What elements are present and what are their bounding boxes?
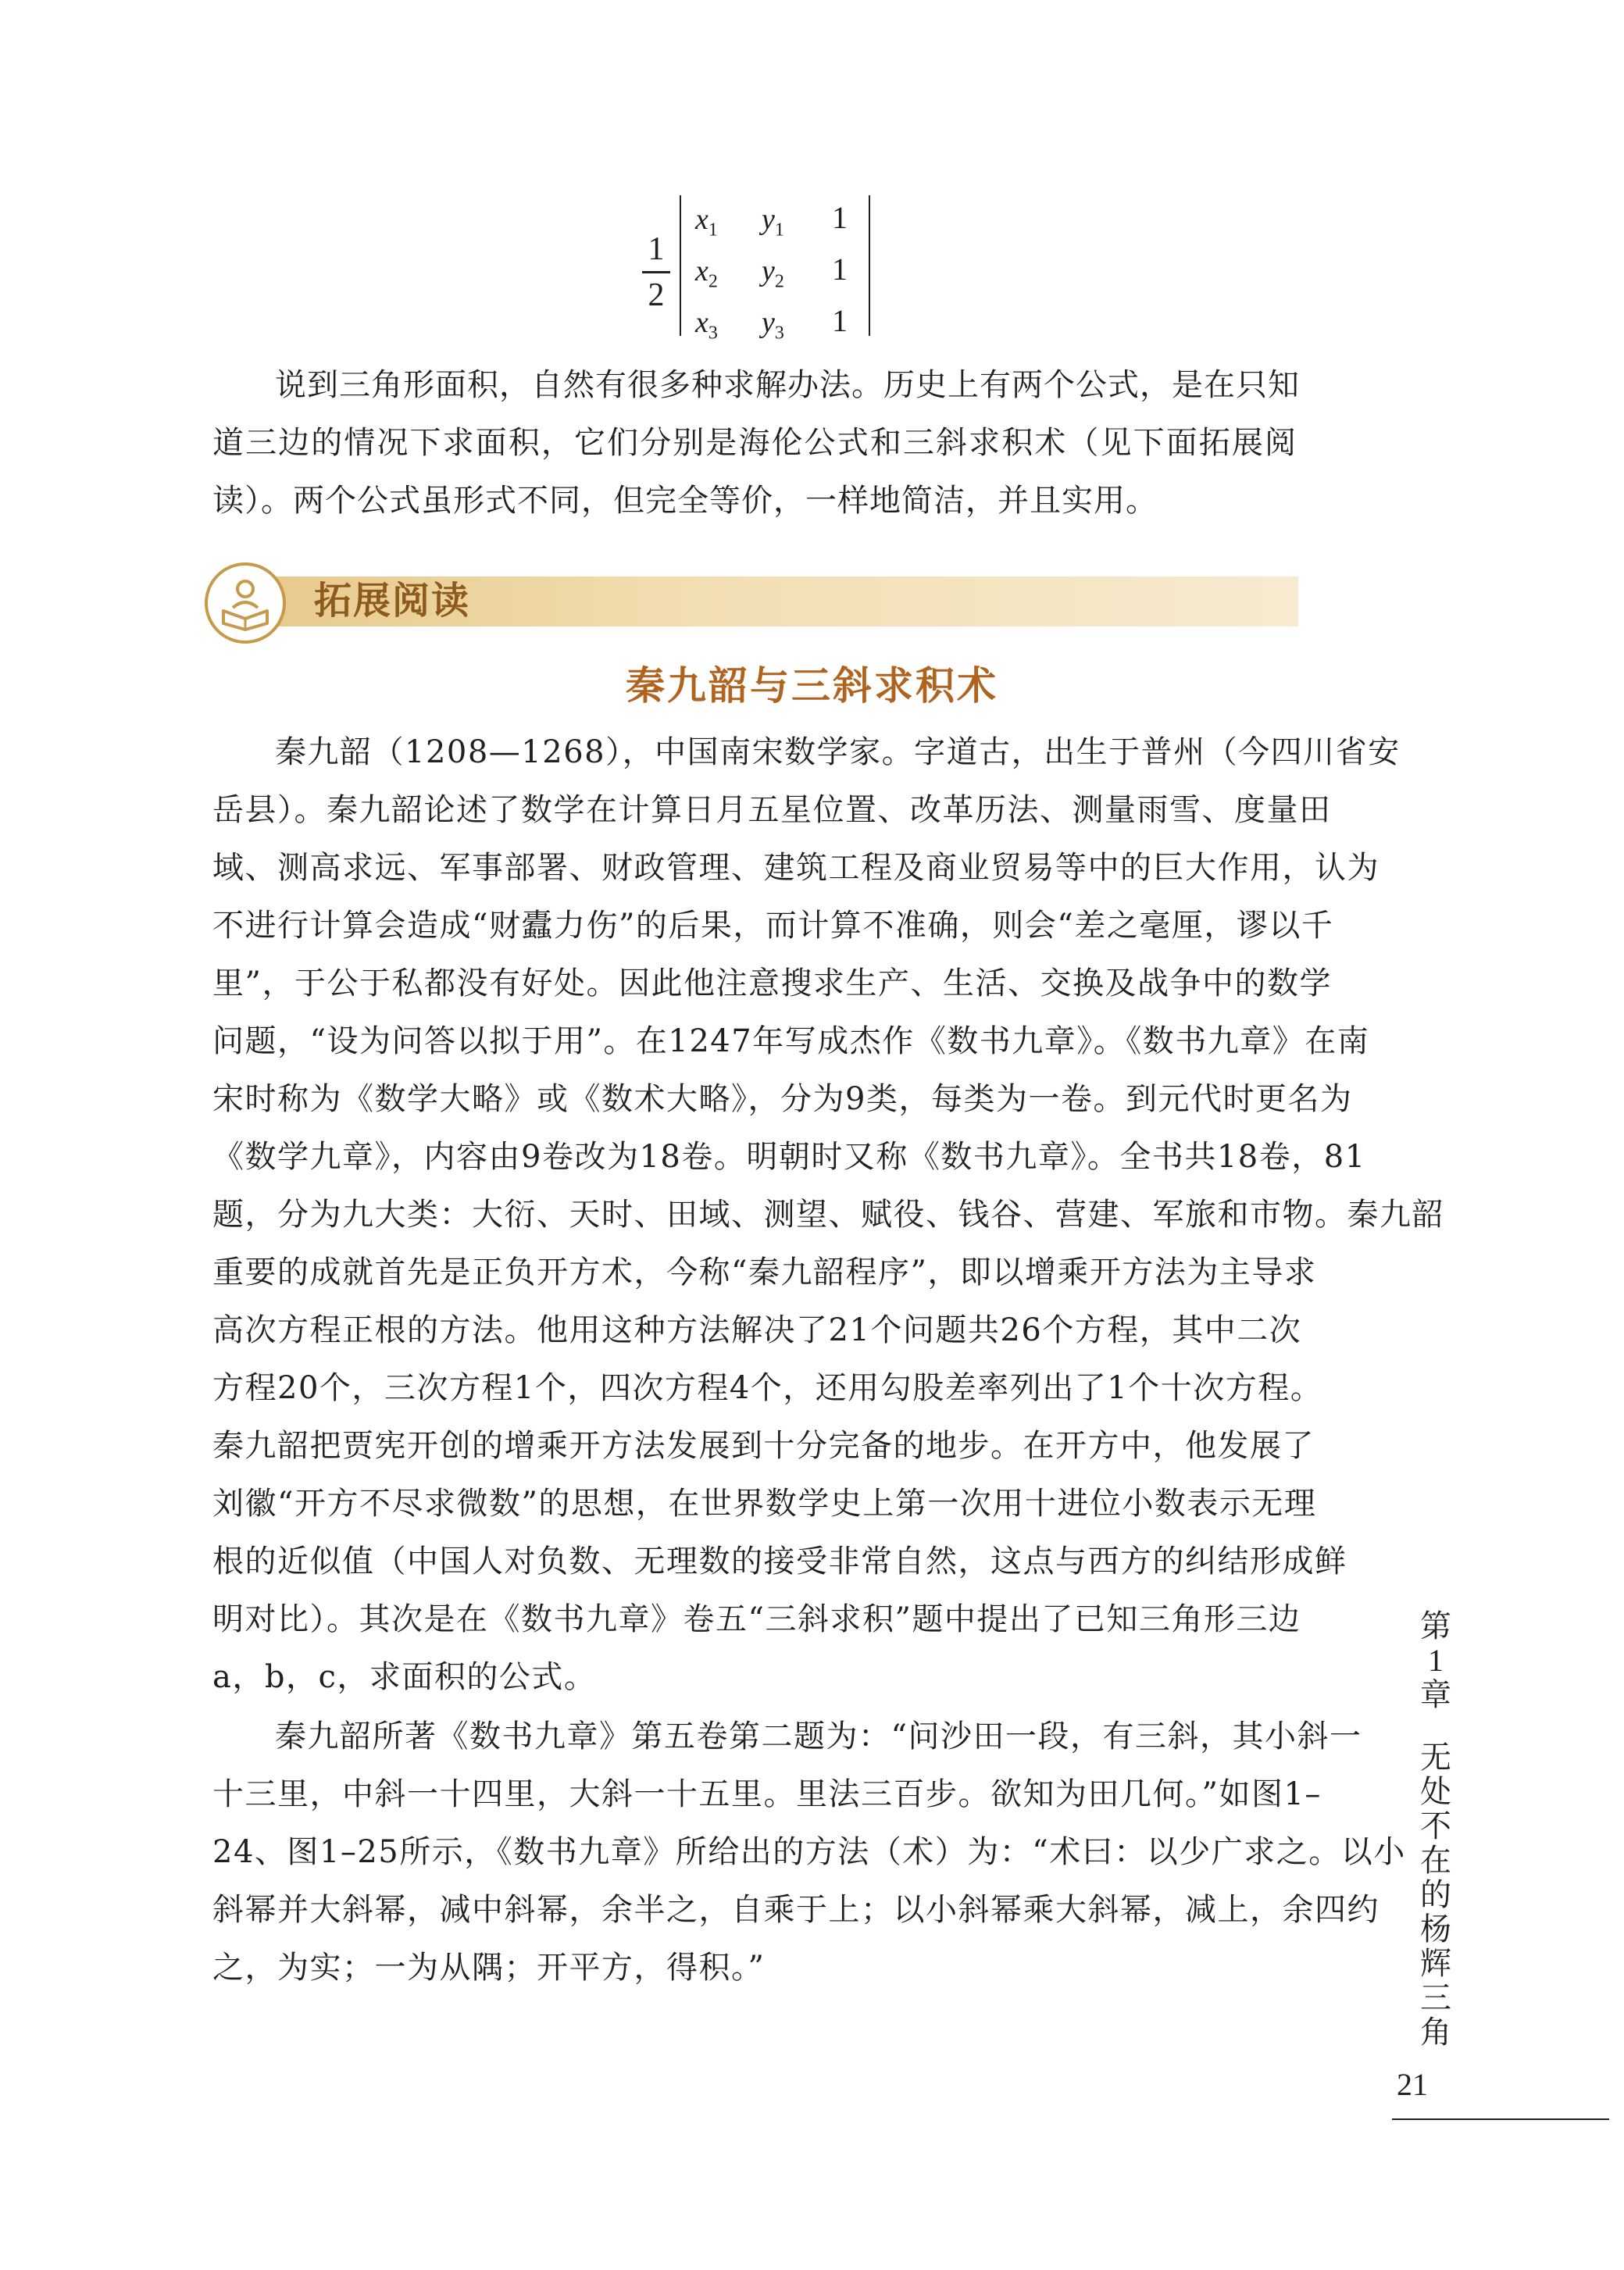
det-cell-c1: 1 [832,200,848,235]
det-cell-x2: $x_2$ [695,255,718,292]
article-paragraph-1 [212,723,1444,1706]
intro-line: 说到三角形面积，自然有很多种求解办法。历史上有两个公式，是在只知 [275,367,1300,403]
article-line: 不进行计算会造成“财蠹力伤”的后果，而计算不准确，则会“差之毫厘，谬以千 [212,908,1334,944]
article-line: 刘徽“开方不尽求微数”的思想，在世界数学史上第一次用十进位小数表示无理 [212,1486,1317,1522]
sidetab-char: 无 [1420,1740,1451,1776]
article-line: 里”，于公于私都没有好处。因此他注意搜求生产、生活、交换及战争中的数学 [212,965,1332,1001]
sidetab-char: 在 [1420,1843,1451,1879]
article-line: 宋时称为《数学大略》或《数术大略》，分为9类，每类为一卷。到元代时更名为 [212,1081,1353,1117]
article-line: 题，分为九大类：大衍、天时、田域、测望、赋役、钱谷、营建、军旅和市物。秦九韶 [212,1197,1444,1233]
article-line: 高次方程正根的方法。他用这种方法解决了21个问题共26个方程，其中二次 [212,1312,1302,1348]
extended-reading-banner [205,562,1298,648]
page-number: 21 [1397,2067,1428,2102]
sidetab-char: 不 [1420,1808,1451,1844]
article-line: 之，为实；一为从隅；开平方，得积。” [212,1950,766,1986]
article-line: 问题，“设为问答以拟于用”。在1247年写成杰作《数书九章》。《数书九章》在南 [212,1023,1370,1059]
det-cell-c3: 1 [832,303,848,338]
chapter-side-tab [1412,1609,1459,2050]
article-line: 秦九韶（1208—1268），中国南宋数学家。字道古，出生于普州（今四川省安 [275,734,1401,770]
footer-rule [1392,2118,1609,2120]
article-line: 域、测高求远、军事部署、财政管理、建筑工程及商业贸易等中的巨大作用，认为 [212,850,1380,886]
article-line: 《数学九章》，内容由9卷改为18卷。明朝时又称《数书九章》。全书共18卷，81 [212,1139,1366,1175]
determinant-left-bar [680,195,681,336]
determinant-formula [641,191,875,344]
fraction-one-half [641,229,672,316]
det-cell-y3: $y_3$ [762,306,784,344]
det-cell-c2: 1 [832,252,848,287]
banner-badge [205,562,286,644]
det-cell-y2: $y_2$ [762,255,784,292]
sidetab-char: 章 [1420,1677,1451,1713]
article-line: 根的近似值（中国人对负数、无理数的接受非常自然，这点与西方的纠结形成鲜 [212,1544,1347,1579]
sidetab-char: 的 [1420,1877,1451,1913]
sidetab-char: 第 [1420,1608,1451,1644]
sidetab-char: 杨 [1420,1911,1451,1947]
intro-paragraph [212,356,1300,530]
article-line: 岳县）。秦九韶论述了数学在计算日月五星位置、改革历法、测量雨雪、度量田 [212,792,1332,828]
article-line: 方程20个，三次方程1个，四次方程4个，还用勾股差率列出了1个十次方程。 [212,1370,1323,1406]
sidetab-gap [1412,1712,1459,1740]
article-title: 秦九韶与三斜求积术 [626,663,998,708]
sidetab-char: 处 [1420,1774,1451,1810]
article-line: 明对比）。其次是在《数书九章》卷五“三斜求积”题中提出了已知三角形三边 [212,1601,1301,1637]
reading-person-icon [217,575,273,631]
article-line: a，b，c，求面积的公式。 [212,1659,597,1695]
article-line: 秦九韶所著《数书九章》第五卷第二题为：“问沙田一段，有三斜，其小斜一 [275,1719,1362,1754]
sidetab-char: 1 [1428,1643,1444,1678]
article-line: 十三里，中斜一十四里，大斜一十五里。里法三百步。欲知为田几何。”如图1– [212,1776,1322,1812]
fraction-denominator: 2 [648,277,665,313]
article-line: 斜幂并大斜幂，减中斜幂，余半之，自乘于上；以小斜幂乘大斜幂，减上，余四约 [212,1892,1380,1928]
sidetab-char: 三 [1420,1980,1451,2016]
intro-line: 道三边的情况下求面积，它们分别是海伦公式和三斜求积术（见下面拓展阅 [212,425,1297,461]
article-line: 秦九韶把贾宪开创的增乘开方法发展到十分完备的地步。在开方中，他发展了 [212,1428,1315,1464]
det-cell-x1: $x_1$ [695,203,718,241]
determinant-right-bar [869,195,870,336]
sidetab-char: 辉 [1420,1946,1451,1982]
sidetab-char: 角 [1420,2015,1451,2050]
article-paragraph-2 [212,1708,1406,1997]
fraction-numerator: 1 [648,231,665,267]
det-cell-y1: $y_1$ [762,203,784,241]
article-line: 24、图1–25所示，《数书九章》所给出的方法（术）为：“术曰：以少广求之。以小 [212,1834,1406,1870]
fraction-bar [642,271,670,273]
article-line: 重要的成就首先是正负开方术，今称“秦九韶程序”，即以增乘开方法为主导求 [212,1255,1317,1290]
det-cell-x3: $x_3$ [695,306,718,344]
banner-title: 拓展阅读 [314,579,471,623]
intro-line: 读）。两个公式虽形式不同，但完全等价，一样地简洁，并且实用。 [212,483,1158,519]
